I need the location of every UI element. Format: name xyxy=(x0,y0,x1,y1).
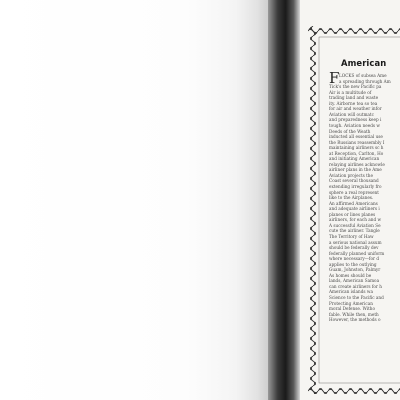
body-text-line: trading land and waste xyxy=(329,95,379,101)
body-text-line: maintaining airliners sc h xyxy=(329,145,384,151)
body-text-line: should be federally dev xyxy=(329,245,379,251)
body-text-line: LOCKS of subsea Ame xyxy=(339,73,387,78)
body-text-line: Guam, Johnston, Palmyr xyxy=(329,267,381,273)
body-text-line: Tick's the new Pacific pa xyxy=(329,84,382,90)
body-text-line: Air is a multitude of xyxy=(329,89,372,95)
body-text-line: The Territory of Haw xyxy=(329,233,374,239)
body-text-line: airliners, for each and w xyxy=(329,217,382,223)
body-text-line: can create airliners for h xyxy=(329,283,382,289)
body-text-line: applies to the outlying xyxy=(329,261,377,267)
body-text-line: sphere a real represent xyxy=(329,189,379,195)
article-title: American xyxy=(341,58,387,68)
body-text-line: a serious national assum xyxy=(329,239,382,245)
body-text-line: like to the Airplanes. xyxy=(329,195,374,201)
body-text-line: Protecting American xyxy=(329,300,373,306)
book-spine-shadow xyxy=(268,0,300,400)
body-text-line: Deeds of the Weath xyxy=(329,128,371,134)
body-text-line: ity. Airborne tea so tea xyxy=(329,100,378,106)
body-text-line: lands, American Samoa xyxy=(329,278,380,284)
drop-cap-letter: F xyxy=(329,69,340,87)
body-text-line: However, the methods o xyxy=(329,317,381,323)
body-text-line: the Russians reassembly I xyxy=(329,139,385,145)
body-text-line: Aviation will outmatc xyxy=(329,111,374,117)
body-text-line: at Reception, Carlton, Ho xyxy=(329,150,384,156)
body-text-line: a spreading through Am xyxy=(339,78,391,84)
body-text-line: Aviation projects the xyxy=(329,172,373,178)
body-text-line: cute the airliner. Tangle xyxy=(329,228,380,234)
body-text-line: inducted all essential use xyxy=(329,134,383,140)
body-text-line: where necessary—for d xyxy=(329,256,380,262)
body-text-line: Coast several thousand xyxy=(329,178,379,184)
body-text-line: and initiating American xyxy=(329,156,380,162)
body-text-line: tough. Aviation needs w xyxy=(329,122,380,128)
body-text-line: planes or lines planes xyxy=(329,211,376,217)
body-text-line: and adequate airliners i xyxy=(329,206,380,212)
body-text-line: and preparedness keep i xyxy=(329,117,382,123)
body-text-line: As homes should be xyxy=(329,272,372,278)
body-text-line: American islands wa xyxy=(329,289,373,295)
body-text-line: moral Defense. Witho xyxy=(329,306,375,312)
body-text-line: Science to the Pacific and xyxy=(329,295,384,300)
body-text-line: federally planned uniform xyxy=(329,250,385,256)
body-text-line: airliner plans in the Ame xyxy=(329,167,382,173)
body-text-line: fable. While then, meth xyxy=(329,311,379,317)
body-text-line: relaying airlines acknowle xyxy=(329,161,385,167)
body-text-line: A successful Aviation Se xyxy=(329,222,381,228)
body-text-line: for air and weather infor xyxy=(329,106,382,112)
body-text-line: extending irregularly fro xyxy=(329,184,382,189)
body-text-line: An affirmed Americans xyxy=(329,200,378,206)
